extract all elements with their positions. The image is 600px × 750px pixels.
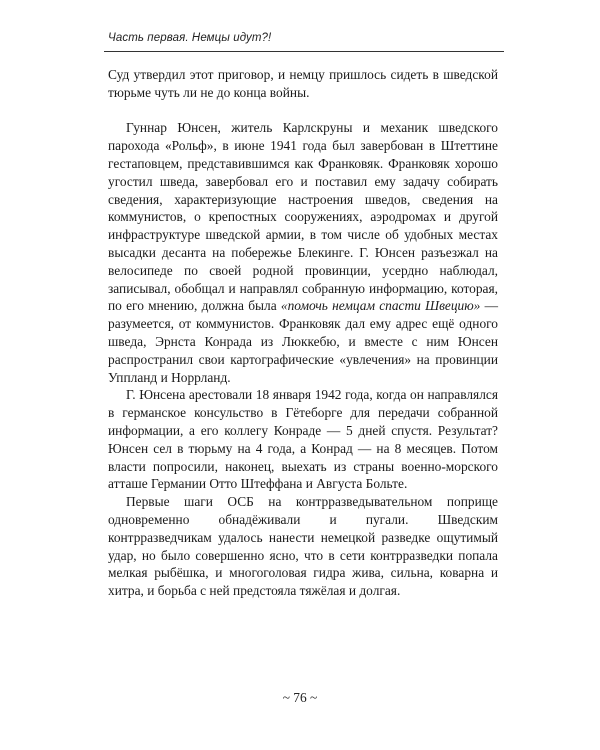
paragraph-text: Гуннар Юнсен, житель Карлскруны и механик шведского парохода «Рольф», в июне 1941 года был завербован в Штеттине гестаповцем, представившимся как Франковяк. Франковяк хорошо угостил шведа, завербовал его и поставил ему задачу собирать сведения, характеризующие настроения шведов, сведения на коммунистов, о крепостных сооружениях, аэродромах и другой инфраструктуре шведской армии, в том числе об удобных местах высадки десанта на побережье Блекинге. Г. Юнсен разъезжал на велосипеде по своей родной провинции, усердно наблюдал, записывал, обобщал и направлял собранную информацию, которая, по его мнению, должна была bbox=[108, 120, 498, 314]
paragraph-text: — разумеется, от коммунистов. Франковяк дал ему адрес ещё одного шведа, Эрнста Конрада из Люккебю, и вместе с ним Юнсен распространил свои картографические «увлечения» на провинции Уппланд и Норрланд. bbox=[108, 298, 498, 385]
paragraph-arrest: Г. Юнсена арестовали 18 января 1942 года, когда он направлялся в германское консульство в Гётеборге для передачи собранной информации, а его коллегу Конраде — 5 дней спустя. Результат? Юнсен сел в тюрьму на 4 года, а Конрад — на 8 месяцев. Потом власти попросили, наконец, выехать из страны военно-морского атташе Германии Отто Штеффана и Августа Больте. bbox=[108, 387, 498, 492]
paragraph-first-steps: Первые шаги ОСБ на контрразведывательном поприще одновременно обнадёживали и пугали. Шведским контрразведчикам удалось нанести немецкой разведке ощутимый удар, но было совершенно ясно, что в сети контрразведки попала мелкая рыбёшка, и многоголовая гидра жива, сильна, коварна и хитра, и борьба с ней предстояла тяжёлая и долгая. bbox=[108, 494, 498, 599]
running-header-title: Часть первая. Немцы идут?! bbox=[108, 32, 272, 44]
page-number: ~ 76 ~ bbox=[282, 690, 318, 705]
paragraph-spacer bbox=[108, 102, 498, 120]
header-divider bbox=[104, 51, 504, 52]
paragraph-junsen-recruitment bbox=[108, 119, 498, 386]
italic-quote: «помочь немцам спасти Швецию» bbox=[280, 298, 481, 314]
paragraph-verdict: Суд утвердил этот приговор, и немцу пришлось сидеть в шведской тюрьме чуть ли не до конца войны. bbox=[108, 67, 498, 100]
page-body bbox=[108, 66, 498, 600]
